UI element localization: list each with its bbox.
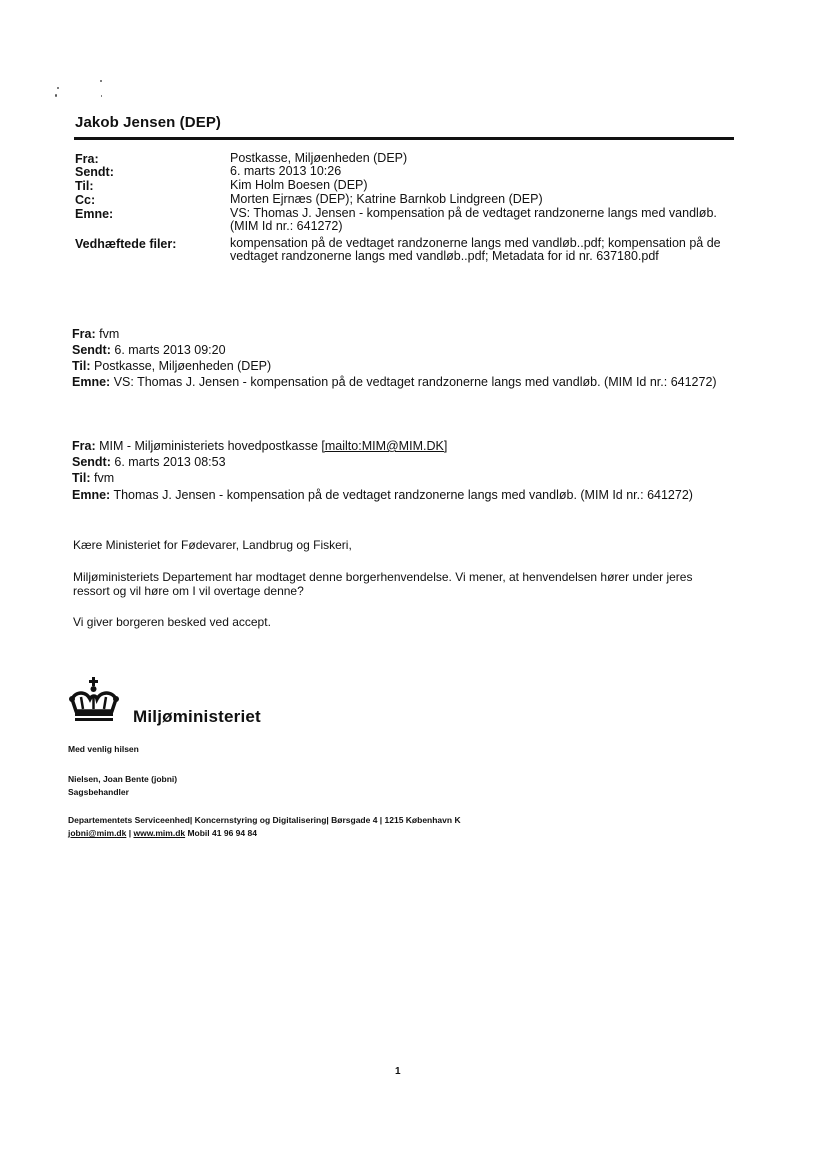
cc-value: Morten Ejrnæs (DEP); Katrine Barnkob Lindgreen (DEP) [230,192,543,206]
scan-speck [57,87,59,89]
forward2-subject-label: Emne: [72,488,111,502]
phone-number: Mobil 41 96 94 84 [185,828,257,838]
forward2-to [72,471,114,485]
forward2-sent-label: Sendt: [72,455,111,469]
to-value: Kim Holm Boesen (DEP) [230,178,368,192]
forward2-subject [72,488,693,502]
scan-speck [101,95,102,97]
header-divider [74,137,734,140]
closing-text: Med venlig hilsen [68,744,139,754]
attachments-label: Vedhæftede filer: [75,237,177,251]
forward1-subject [72,375,717,389]
to-label: Til: [75,179,94,193]
website-link[interactable]: www.mim.dk [133,828,186,838]
forward1-sent-value: 6. marts 2013 09:20 [114,343,226,357]
greeting: Kære Ministeriet for Fødevarer, Landbrug og Fiskeri, [73,538,352,552]
logo-text: Miljøministeriet [133,707,261,726]
forward2-from [72,439,447,453]
cc-label: Cc: [75,193,96,207]
forward1-to-value: Postkasse, Miljøenheden (DEP) [94,359,272,373]
from-label: Fra: [75,152,99,166]
email-link[interactable]: jobni@mim.dk [68,828,127,838]
scan-speck [100,80,102,82]
subject-value: VS: Thomas J. Jensen - kompensation på de vedtaget randzonerne langs med vandløb. (MIM Id nr.: 641272) [230,206,717,233]
subject-label: Emne: [75,207,114,221]
from-value: Postkasse, Miljøenheden (DEP) [230,151,408,165]
forward2-sent-value: 6. marts 2013 08:53 [114,455,226,469]
body-paragraph-1: Miljøministeriets Departement har modtaget denne borgerhenvendelse. Vi mener, at henvendelsen hører under jeres ressort og vil høre om I vil overtage denne? [73,570,693,598]
forward1-sent [72,343,226,357]
forward1-subject-label: Emne: [72,375,111,389]
crown-logo-icon [66,677,128,723]
mailto-link[interactable]: [mailto:MIM@MIM.DK] [321,439,448,453]
forward1-to [72,359,271,373]
forward2-to-label: Til: [72,471,91,485]
forward1-to-label: Til: [72,359,91,373]
forward1-subject-value: VS: Thomas J. Jensen - kompensation på de vedtaget randzonerne langs med vandløb. (MIM Id nr.: 641272) [113,375,717,389]
signature-title [68,787,129,797]
attachments-value: kompensation på de vedtaget randzonerne langs med vandløb..pdf; kompensation på de vedtaget randzonerne langs med vandløb..pdf; Metadata for id nr. 637180.pdf [230,236,721,263]
forward2-from-label: Fra: [72,439,96,453]
forward2-from-value: MIM - Miljøministeriets hovedpostkasse [99,439,318,453]
forward1-sent-label: Sendt: [72,343,111,357]
contact-separator: | [126,828,134,838]
page-number: 1 [395,1066,401,1077]
forward2-subject-value: Thomas J. Jensen - kompensation på de vedtaget randzonerne langs med vandløb. (MIM Id nr.: 641272) [113,488,693,502]
signature-title-text: Sagsbehandler [68,787,129,797]
sent-label: Sendt: [75,165,114,179]
signature-address [68,815,461,825]
sender-name: Jakob Jensen (DEP) [75,114,222,131]
closing [68,744,139,754]
signature-name [68,774,177,784]
signature-name-text: Nielsen, Joan Bente (jobni) [68,774,178,784]
forward2-to-value: fvm [94,471,115,485]
sent-value: 6. marts 2013 10:26 [230,164,342,178]
signature-contact [68,828,257,838]
scan-speck [55,94,57,97]
signature-address-text: Departementets Serviceenhed| Koncernstyring og Digitalisering| Børsgade 4 | 1215 København K [68,815,461,825]
forward1-from [72,327,119,341]
body-paragraph-2: Vi giver borgeren besked ved accept. [73,615,271,629]
forward1-from-value: fvm [99,327,120,341]
forward1-from-label: Fra: [72,327,96,341]
forward2-sent [72,455,226,469]
